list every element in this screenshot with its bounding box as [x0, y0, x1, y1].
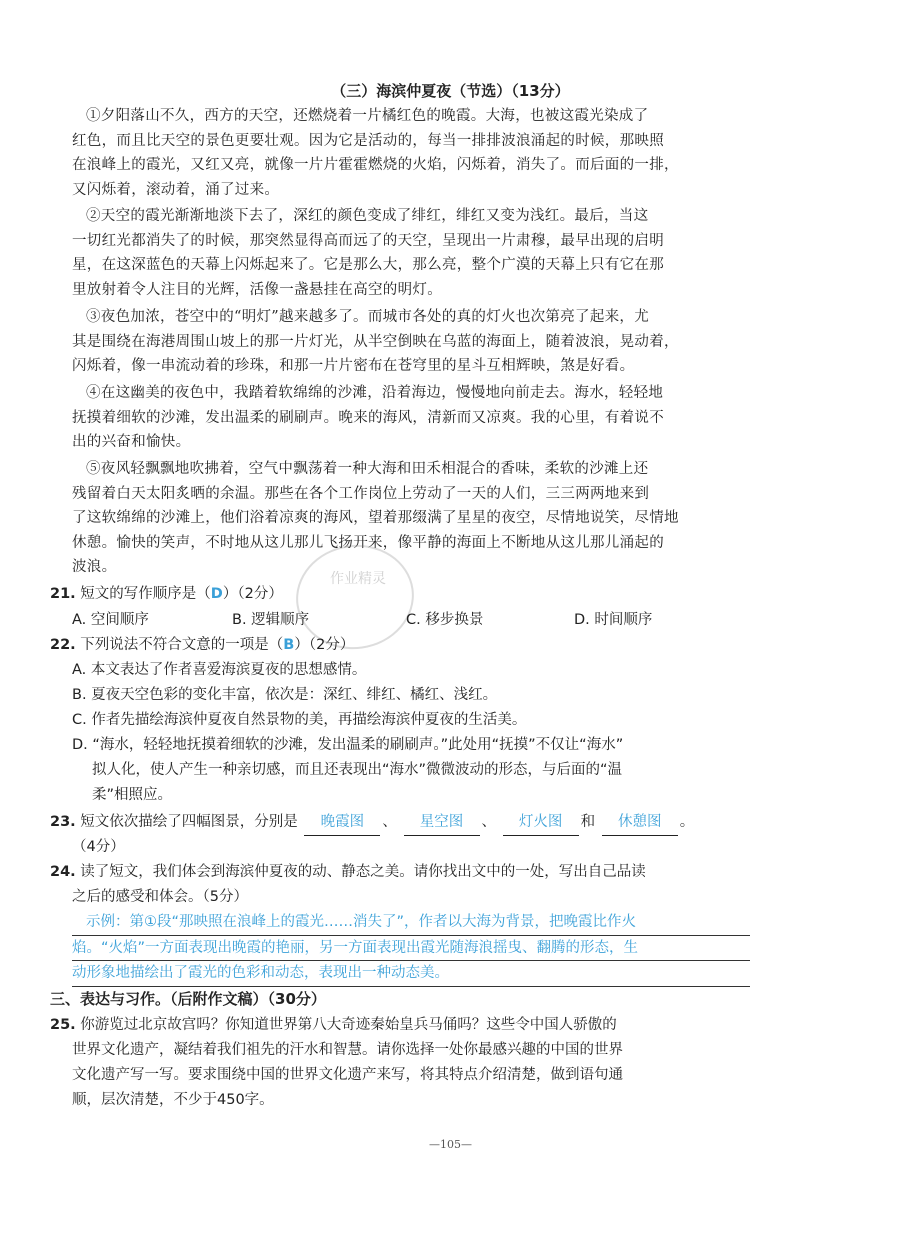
option-d: D. 时间顺序 [574, 612, 653, 628]
question-23-score: （4分） [72, 839, 125, 855]
question-25: 25. 你游览过北京故宫吗？你知道世界第八大奇迹秦始皇兵马俑吗？这些令中国人骄傲的 [50, 1017, 617, 1033]
answer-blank-3: 灯火图 [503, 810, 579, 836]
answer-21: D [210, 586, 223, 602]
question-22: 22. 下列说法不符合文意的一项是（B）（2分） [50, 637, 355, 653]
passage-title: （三）海滨仲夏夜（节选）（13分） [331, 82, 570, 100]
option-d-line-3: 柔”相照应。 [92, 787, 173, 803]
paragraph-3: ③夜色加浓，苍空中的“明灯”越来越多了。而城市各处的真的灯火也次第亮了起来，尤 其是围绕在海港周围山坡上的那一片灯光，从半空倒映在乌蓝的海面上，随着波浪，晃动着， 闪烁着，像一串流动着的珍珠，和那一片片密布在苍穹里的星斗互相辉映，煞是好看。 [72, 309, 679, 374]
option-a: A. 空间顺序 [72, 612, 149, 628]
option-b: B. 夏夜天空色彩的变化丰富，依次是：深红、绯红、橘红、浅红。 [72, 687, 498, 703]
answer-blank-2: 星空图 [404, 810, 480, 836]
option-d: D. “海水，轻轻地抚摸着细软的沙滩，发出温柔的刷刷声。”此处用“抚摸”不仅让“海水” [72, 737, 624, 753]
paragraph-1: ①夕阳落山不久，西方的天空，还燃烧着一片橘红色的晚霞。大海，也被这霞光染成了 红色，而且比天空的景色更要壮观。因为它是活动的，每当一排排波浪涌起的时候，那映照 在浪峰上的霞光，又红又亮，就像一片片霍霍燃烧的火焰，闪烁着，消失了。而后面的一排， 又闪烁着，滚动着，涌了过来。 [72, 108, 679, 198]
question-25-line-2: 世界文化遗产，凝结着我们祖先的汗水和智慧。请你选择一处你最感兴趣的中国的世界 [72, 1042, 623, 1058]
question-21-options [72, 608, 762, 632]
question-25-line-3: 文化遗产写一写。要求围绕中国的世界文化遗产来写，将其特点介绍清楚，做到语句通 [72, 1067, 623, 1083]
section-heading: 三、表达与习作。（后附作文稿）（30分） [50, 990, 326, 1008]
answer-blank-1: 晚霞图 [304, 810, 380, 836]
question-21: 21. 短文的写作顺序是（D）（2分） [50, 586, 283, 602]
option-c: C. 作者先描绘海滨仲夏夜自然景物的美，再描绘海滨仲夏夜的生活美。 [72, 712, 527, 728]
answer-blank-4: 休憩图 [602, 810, 678, 836]
question-25-line-4: 顺，层次清楚，不少于450字。 [72, 1092, 274, 1108]
paragraph-4: ④在这幽美的夜色中，我踏着软绵绵的沙滩，沿着海边，慢慢地向前走去。海水，轻轻地 抚摸着细软的沙滩，发出温柔的刷刷声。晚来的海风，清新而又凉爽。我的心里，有着说不 出的兴奋和愉快。 [72, 385, 664, 450]
question-24: 24. 读了短文，我们体会到海滨仲夏夜的动、静态之美。请你找出文中的一处，写出自己品读 [50, 864, 646, 880]
question-23: 23. 短文依次描绘了四幅图景，分别是 晚霞图 、 星空图 、 灯火图 和 休憩图 。 [50, 810, 740, 836]
option-b: B. 逻辑顺序 [232, 612, 310, 628]
paragraph-2: ②天空的霞光渐渐地淡下去了，深红的颜色变成了绯红，绯红又变为浅红。最后，当这 一切红光都消失了的时候，那突然显得高而远了的天空，呈现出一片肃穆，最早出现的启明 星，在这深蓝色的天幕上闪烁起来了。它是那么大，那么亮，整个广漠的天幕上只有它在那 里放射着令人注目的光辉，活像一盏悬挂在高空的明灯。 [72, 208, 664, 298]
option-d-line-2: 拟人化，使人产生一种亲切感，而且还表现出“海水”微微波动的形态，与后面的“温 [92, 762, 623, 778]
answer-24-example: 示例：第①段“那映照在浪峰上的霞光……消失了”，作者以大海为背景，把晚霞比作火 焰。“火焰”一方面表现出晚霞的艳丽，另一方面表现出霞光随海浪摇曳、翻腾的形态，生 动形象地描绘出了霞光的色彩和动态，表现出一种动态美。 [72, 910, 750, 987]
page-number: —105— [429, 1138, 472, 1151]
question-24-line-2: 之后的感受和体会。（5分） [72, 889, 248, 905]
option-c: C. 移步换景 [406, 612, 484, 628]
answer-22: B [283, 637, 295, 653]
option-a: A. 本文表达了作者喜爱海滨夏夜的思想感情。 [72, 662, 367, 678]
watermark-stamp-text: 作业精灵 [330, 571, 386, 587]
paragraph-5: ⑤夜风轻飘飘地吹拂着，空气中飘荡着一种大海和田禾相混合的香味，柔软的沙滩上还 残留着白天太阳炙晒的余温。那些在各个工作岗位上劳动了一天的人们，三三两两地来到 了这软绵绵的沙滩上，他们浴着凉爽的海风，望着那缀满了星星的夜空，尽情地说笑，尽情地 休憩。愉快的笑声，不时地从这儿那儿飞扬开来，像平静的海面上不断地从这儿那儿涌起的 波浪。 [72, 461, 679, 575]
